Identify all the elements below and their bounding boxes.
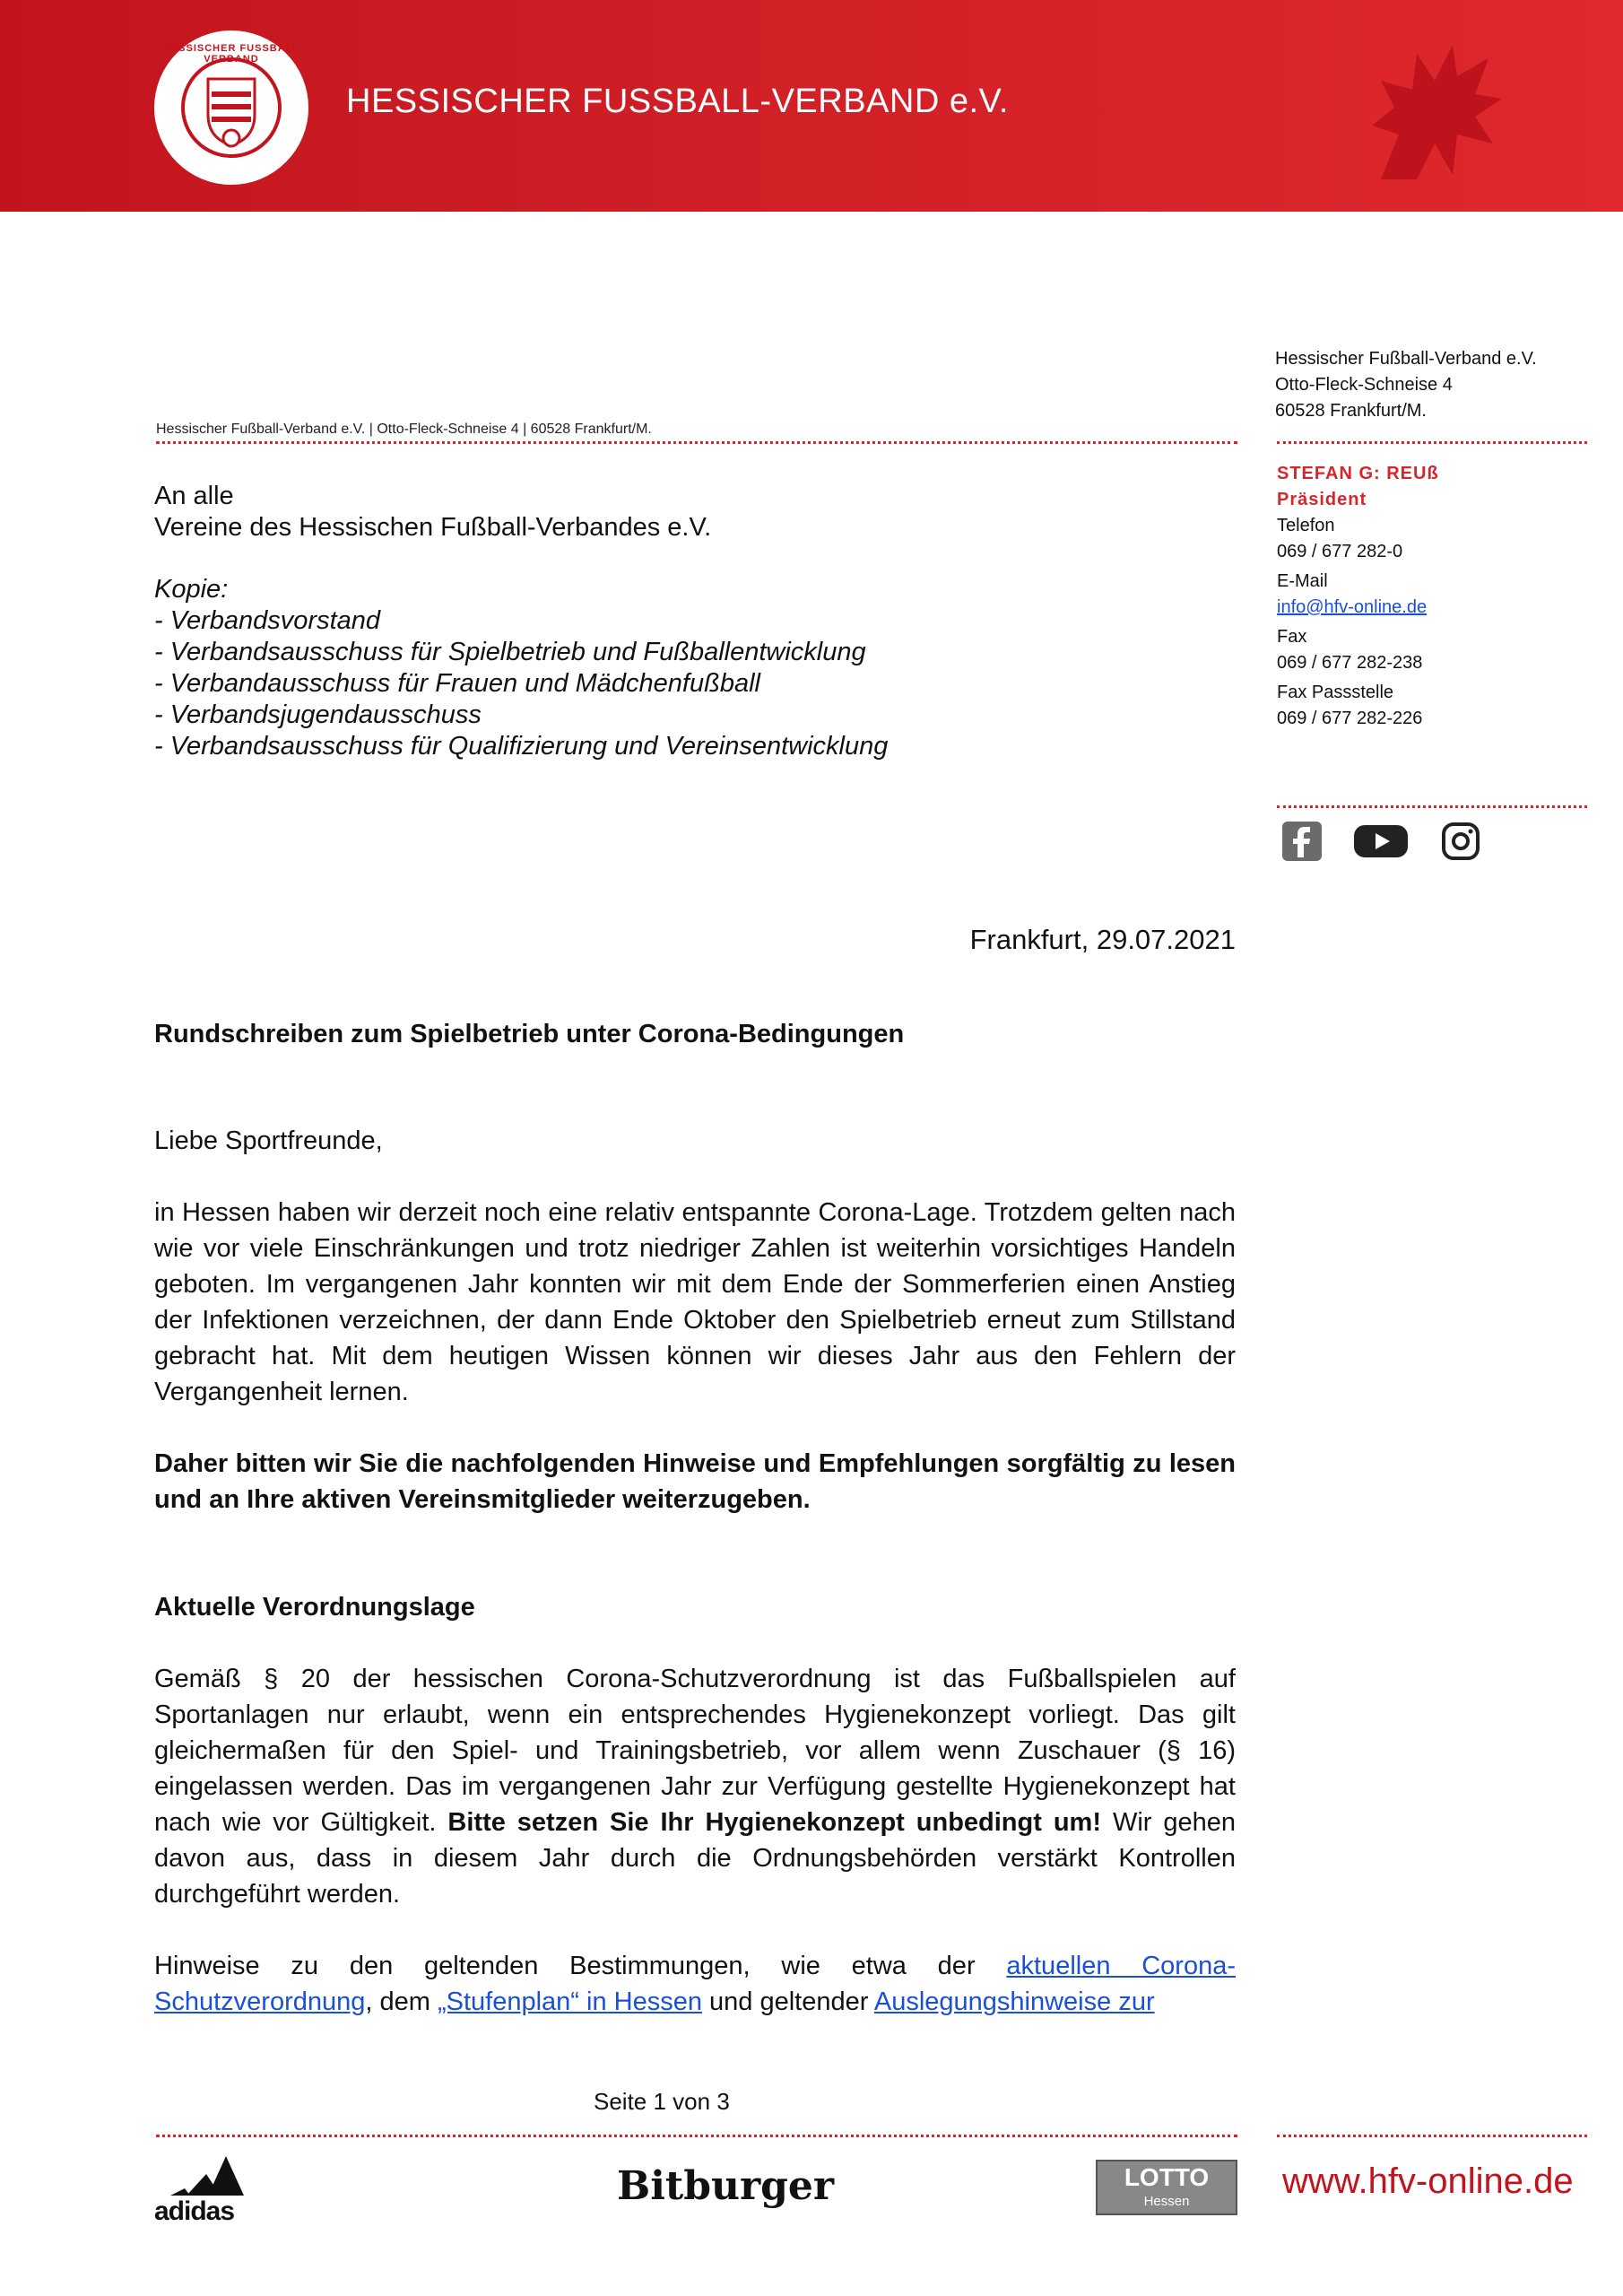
email-link[interactable]: info@hfv-online.de — [1277, 597, 1428, 617]
link-corona-schutzverordnung[interactable]: aktuellen Corona-Schutzverordnung — [154, 1952, 1236, 2016]
salutation: Liebe Sportfreunde, — [154, 1126, 383, 1155]
copy-list — [154, 574, 1185, 762]
adidas-stripes-icon — [154, 2152, 253, 2196]
website-link[interactable]: www.hfv-online.de — [1282, 2161, 1574, 2201]
paragraph-text: und geltender — [701, 1987, 874, 2016]
sender-line: Hessischer Fußball-Verband e.V. | Otto-Fleck-Schneise 4 | 60528 Frankfurt/M. — [156, 422, 652, 437]
copy-item: - Verbandsvorstand — [154, 606, 381, 635]
lotto-subtext: Hessen — [1143, 2194, 1190, 2209]
copy-item: - Verbandsausschuss für Qualifizierung und Vereinsentwicklung — [154, 732, 889, 761]
email-label: E-Mail — [1277, 571, 1328, 591]
phone-label: Telefon — [1277, 516, 1335, 535]
hfv-logo — [154, 30, 308, 185]
link-auslegungshinweise[interactable]: Auslegungshinweise zur — [873, 1987, 1155, 2016]
crest-lion-icon — [185, 61, 278, 154]
paragraph-bold-text: Bitte setzen Sie Ihr Hygienekonzept unbedingt um! — [447, 1808, 1101, 1837]
facebook-icon[interactable] — [1282, 822, 1322, 861]
lion-icon — [1345, 27, 1515, 188]
contact-role: Präsident — [1277, 490, 1367, 509]
letter-subject: Rundschreiben zum Spielbetrieb unter Corona-Bedingungen — [154, 1020, 905, 1048]
divider — [1277, 2135, 1587, 2137]
address-block — [1275, 346, 1598, 424]
social-links — [1282, 822, 1509, 861]
contact-block — [1277, 461, 1600, 732]
recipient-line: An alle — [154, 482, 234, 510]
divider — [1277, 441, 1587, 444]
link-stufenplan[interactable]: „Stufenplan“ in Hessen — [437, 1987, 702, 2016]
recipients — [154, 481, 1185, 544]
recipient-line: Vereine des Hessischen Fußball-Verbandes e.V. — [154, 513, 712, 542]
page-number: Seite 1 von 3 — [594, 2088, 730, 2115]
paragraph-text: Wir gehen davon aus, dass in diesem Jahr durch die Ordnungsbehörden verstärkt Kontrollen durchgeführt werden. — [154, 1808, 1236, 1909]
fax-pass-value: 069 / 677 282-226 — [1277, 709, 1423, 728]
logo-crest — [181, 57, 282, 158]
instagram-icon[interactable] — [1441, 822, 1480, 861]
phone-value: 069 / 677 282-0 — [1277, 542, 1403, 561]
adidas-logo — [154, 2152, 253, 2226]
header-band — [0, 0, 1623, 212]
fax-label: Fax — [1277, 627, 1307, 647]
letter-date: Frankfurt, 29.07.2021 — [969, 924, 1236, 955]
address-line: Otto-Fleck-Schneise 4 — [1275, 375, 1453, 395]
address-line: Hessischer Fußball-Verband e.V. — [1275, 349, 1537, 369]
lotto-logo — [1096, 2160, 1237, 2215]
divider — [156, 2135, 1237, 2137]
copy-item: - Verbandsjugendausschuss — [154, 700, 482, 729]
paragraph-emphasis: Daher bitten wir Sie die nachfolgenden Hinweise und Empfehlungen sorgfältig zu lesen und an Ihre aktiven Vereinsmitglieder weiterzugeben. — [154, 1449, 1236, 1514]
divider — [1277, 805, 1587, 808]
contact-name: STEFAN G: REUß — [1277, 464, 1439, 483]
header-title: HESSISCHER FUSSBALL-VERBAND e.V. — [346, 83, 1009, 120]
lotto-text: LOTTO — [1124, 2163, 1210, 2191]
fax-value: 069 / 677 282-238 — [1277, 653, 1423, 673]
fax-pass-label: Fax Passstelle — [1277, 683, 1394, 702]
bitburger-logo: Bitburger — [617, 2163, 835, 2209]
paragraph — [154, 1948, 1236, 2020]
copy-label: Kopie: — [154, 575, 229, 604]
paragraph-text: Hinweise zu den geltenden Bestimmungen, wie etwa der — [154, 1952, 1007, 1980]
divider — [156, 441, 1237, 444]
section-heading: Aktuelle Verordnungslage — [154, 1593, 475, 1622]
logo-text: HESSISCHER FUSSBALL VERBAND — [162, 43, 300, 65]
adidas-text: adidas — [154, 2196, 235, 2226]
paragraph: in Hessen haben wir derzeit noch eine relativ entspannte Corona-Lage. Trotzdem gelten nach wie vor viele Einschränkungen und trotz niedriger Zahlen ist weiterhin vorsichtiges Handeln geboten. Im vergangenen Jahr konnten wir mit dem Ende der Sommerferien einen Anstieg der Infektionen verzeichnen, der dann Ende Oktober den Spielbetrieb erneut zum Stillstand gebracht hat. Mit dem heutigen Wissen können wir dieses Jahr aus den Fehlern der Vergangenheit lernen. — [154, 1198, 1236, 1406]
paragraph — [154, 1661, 1236, 1912]
paragraph-text: Gemäß § 20 der hessischen Corona-Schutzverordnung ist das Fußballspielen auf Sportanlagen nur erlaubt, wenn ein entsprechendes Hygienekonzept vorliegt. Das gilt gleichermaßen für den Spiel- und Trainingsbetrieb, vor allem wenn Zuschauer (§ 16) eingelassen werden. Das im vergangenen Jahr zur Verfügung gestellte Hygienekonzept hat nach wie vor Gültigkeit. — [154, 1665, 1236, 1837]
paragraph-text: , dem — [365, 1987, 438, 2016]
address-line: 60528 Frankfurt/M. — [1275, 401, 1427, 421]
copy-item: - Verbandausschuss für Frauen und Mädchenfußball — [154, 669, 760, 698]
youtube-icon[interactable] — [1354, 822, 1408, 861]
copy-item: - Verbandsausschuss für Spielbetrieb und Fußballentwicklung — [154, 638, 866, 666]
